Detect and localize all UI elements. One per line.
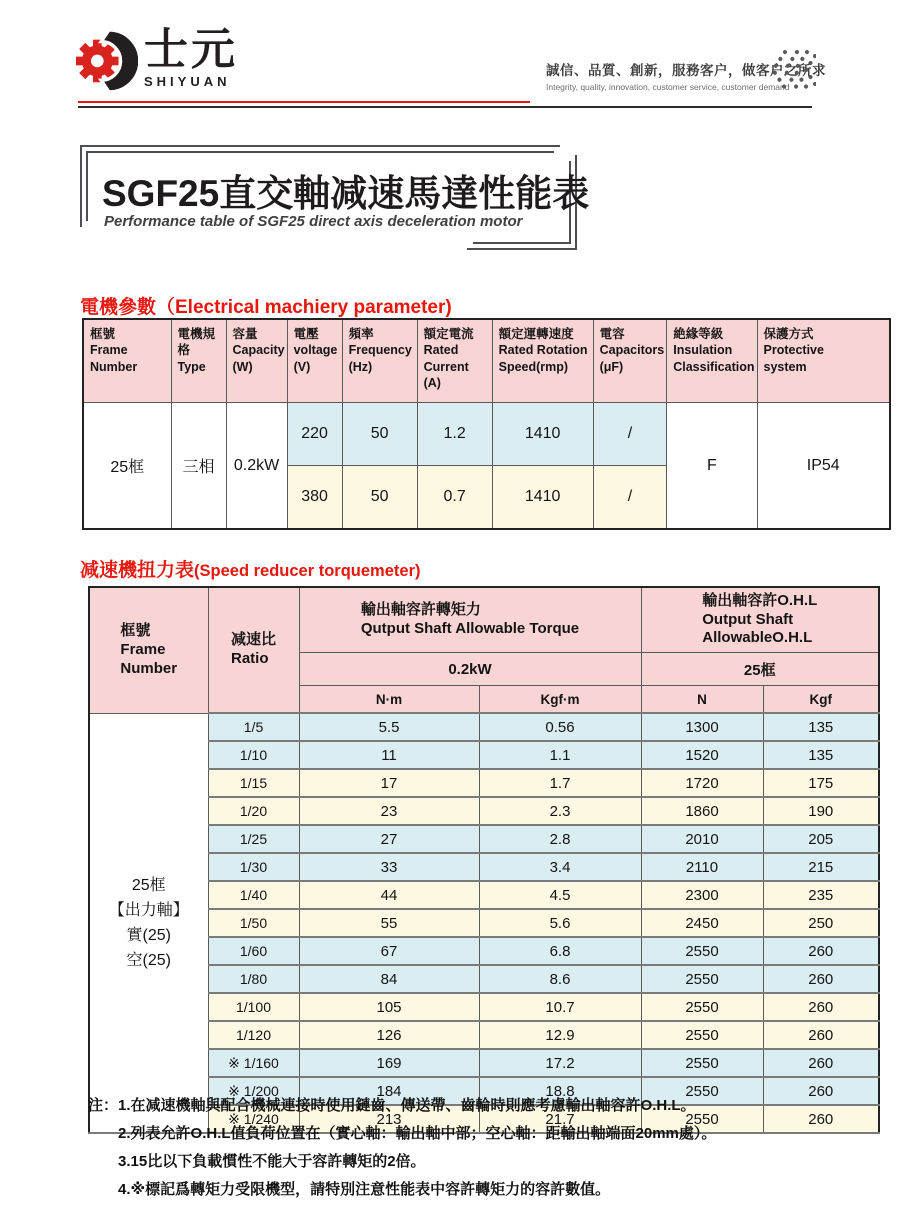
- capacitor-cell: /: [593, 403, 667, 466]
- torque-col-ratio: [208, 587, 299, 713]
- frame-number-cell: 25框: [83, 403, 171, 530]
- footnotes: [88, 1092, 882, 1204]
- col-frame-number: 框號 Frame Number: [83, 319, 171, 403]
- ohl-kgf-cell: 260: [763, 1105, 879, 1133]
- speed-cell: 1410: [492, 466, 593, 530]
- ohl-n-cell: 2550: [641, 1021, 763, 1049]
- electrical-parameter-table: [82, 318, 891, 530]
- ratio-cell: 1/80: [208, 965, 299, 993]
- capacity-cell: 0.2kW: [226, 403, 287, 530]
- torque-sub-header: 0.2kW: [299, 653, 641, 686]
- torque-col-frame: [89, 587, 208, 713]
- ohl-group-header: [641, 587, 879, 653]
- brand-logo: [76, 25, 238, 92]
- col-capacitors: 電容 Capacitors (μF): [593, 319, 667, 403]
- torque-row: [89, 909, 879, 937]
- torque-kgfm-cell: 18.8: [479, 1077, 641, 1105]
- electrical-row-220v: [83, 403, 890, 466]
- ratio-cell: 1/20: [208, 797, 299, 825]
- ohl-kgf-cell: 190: [763, 797, 879, 825]
- torque-kgfm-cell: 8.6: [479, 965, 641, 993]
- electrical-section-heading: 電機參數（Electrical machiery parameter): [80, 297, 452, 318]
- ohl-kgf-cell: 260: [763, 1021, 879, 1049]
- slogan-cn: 誠信、品質、創新，服務客户，做客户之所求: [546, 63, 826, 78]
- ohl-kgf-cell: 260: [763, 1077, 879, 1105]
- torque-row: [89, 713, 879, 741]
- torque-kgfm-cell: 0.56: [479, 713, 641, 741]
- torque-nm-cell: 5.5: [299, 713, 479, 741]
- col-rated-current: 額定電流 Rated Current (A): [417, 319, 492, 403]
- ohl-n-cell: 1860: [641, 797, 763, 825]
- torque-nm-cell: 33: [299, 853, 479, 881]
- ohl-n-cell: 1300: [641, 713, 763, 741]
- torque-group-label: 輸出軸容許轉矩力 Qutput Shaft Allowable Torque: [360, 601, 580, 637]
- torque-row: [89, 741, 879, 769]
- ohl-n-cell: 2300: [641, 881, 763, 909]
- ratio-cell: 1/40: [208, 881, 299, 909]
- ohl-n-cell: 2550: [641, 993, 763, 1021]
- ohl-n-cell: 2550: [641, 1077, 763, 1105]
- col-capacity: 容量 Capacity (W): [226, 319, 287, 403]
- torque-nm-cell: 126: [299, 1021, 479, 1049]
- electrical-header-row: [83, 319, 890, 403]
- frequency-cell: 50: [342, 466, 417, 530]
- ohl-kgf-cell: 205: [763, 825, 879, 853]
- current-cell: 0.7: [417, 466, 492, 530]
- ratio-cell: ※ 1/160: [208, 1049, 299, 1077]
- torque-heading-en: (Speed reducer torquemeter): [194, 562, 421, 580]
- unit-kgf: Kgf: [763, 686, 879, 714]
- ohl-n-cell: 2550: [641, 1105, 763, 1133]
- ohl-group-label: 輸出軸容許O.H.L Output Shaft AllowableO.H.L: [702, 591, 818, 647]
- unit-nm: N·m: [299, 686, 479, 714]
- col-protection: 保護方式 Protective system: [757, 319, 890, 403]
- ratio-cell: 1/30: [208, 853, 299, 881]
- torque-row: [89, 993, 879, 1021]
- protection-cell: IP54: [757, 403, 890, 530]
- torque-row: [89, 853, 879, 881]
- torque-kgfm-cell: 5.6: [479, 909, 641, 937]
- torque-row: [89, 1049, 879, 1077]
- gear-icon: [76, 28, 138, 92]
- header-rule-red: [78, 101, 530, 103]
- torque-row: [89, 797, 879, 825]
- torque-nm-cell: 184: [299, 1077, 479, 1105]
- torque-row: [89, 965, 879, 993]
- frequency-cell: 50: [342, 403, 417, 466]
- notes-label: 注：: [88, 1097, 119, 1114]
- speed-cell: 1410: [492, 403, 593, 466]
- torque-row: [89, 937, 879, 965]
- type-cell: 三相: [171, 403, 226, 530]
- torque-kgfm-cell: 4.5: [479, 881, 641, 909]
- current-cell: 1.2: [417, 403, 492, 466]
- ratio-cell: 1/25: [208, 825, 299, 853]
- torque-row: [89, 825, 879, 853]
- ohl-n-cell: 2550: [641, 965, 763, 993]
- torque-table-body: [89, 713, 879, 1133]
- ratio-cell: ※ 1/240: [208, 1105, 299, 1133]
- torque-kgfm-cell: 2.3: [479, 797, 641, 825]
- ohl-kgf-cell: 260: [763, 965, 879, 993]
- torque-row: [89, 881, 879, 909]
- torque-row: [89, 769, 879, 797]
- col-frequency: 頻率 Frequency (Hz): [342, 319, 417, 403]
- torque-section-heading: [80, 555, 421, 582]
- note-line: 3.15比以下負載慣性不能大于容許轉矩的2倍。: [118, 1153, 426, 1170]
- ohl-n-cell: 1520: [641, 741, 763, 769]
- torque-nm-cell: 11: [299, 741, 479, 769]
- ohl-kgf-cell: 260: [763, 993, 879, 1021]
- ohl-n-cell: 2110: [641, 853, 763, 881]
- note-line: 4.※標記爲轉矩力受限機型，請特別注意性能表中容許轉矩力的容許數值。: [118, 1181, 611, 1198]
- torque-nm-cell: 55: [299, 909, 479, 937]
- torque-nm-cell: 44: [299, 881, 479, 909]
- torque-frame-cell: 25框 【出力軸】 實(25) 空(25): [89, 713, 208, 1133]
- torque-kgfm-cell: 17.2: [479, 1049, 641, 1077]
- torque-nm-cell: 27: [299, 825, 479, 853]
- title-block: [80, 145, 590, 250]
- ratio-cell: 1/100: [208, 993, 299, 1021]
- ohl-n-cell: 2550: [641, 1049, 763, 1077]
- ohl-kgf-cell: 175: [763, 769, 879, 797]
- ratio-cell: 1/10: [208, 741, 299, 769]
- ohl-kgf-cell: 260: [763, 937, 879, 965]
- torque-kgfm-cell: 2.8: [479, 825, 641, 853]
- ratio-cell: 1/5: [208, 713, 299, 741]
- slogan-en: Integrity, quality, innovation, customer service, customer demand: [546, 82, 790, 92]
- ohl-n-cell: 2450: [641, 909, 763, 937]
- torque-row: [89, 1021, 879, 1049]
- page-title: SGF25直交軸减速馬達性能表: [102, 173, 590, 214]
- torque-nm-cell: 67: [299, 937, 479, 965]
- note-line: 2.列表允許O.H.L值負荷位置在（實心軸：輸出軸中部；空心軸：距輸出軸端面20mm處）。: [118, 1125, 717, 1142]
- torque-kgfm-cell: 3.4: [479, 853, 641, 881]
- col-voltage: 電壓 voltage (V): [287, 319, 342, 403]
- notes-lines: [118, 1092, 716, 1204]
- voltage-cell: 220: [287, 403, 342, 466]
- unit-kgfm: Kgf·m: [479, 686, 641, 714]
- col-insulation: 絶緣等級 Insulation Classification: [667, 319, 757, 403]
- ohl-kgf-cell: 260: [763, 1049, 879, 1077]
- torque-nm-cell: 23: [299, 797, 479, 825]
- ratio-header-label: 减速比 Ratio: [230, 631, 276, 667]
- torque-kgfm-cell: 12.9: [479, 1021, 641, 1049]
- unit-n: N: [641, 686, 763, 714]
- torque-heading-cn: 减速機扭力表: [80, 560, 195, 581]
- ratio-cell: 1/60: [208, 937, 299, 965]
- ohl-kgf-cell: 135: [763, 741, 879, 769]
- brand-text: [144, 25, 238, 89]
- col-rated-speed: 額定運轉速度 Rated Rotation Speed(rmp): [492, 319, 593, 403]
- ratio-cell: 1/50: [208, 909, 299, 937]
- voltage-cell: 380: [287, 466, 342, 530]
- brand-name-en: SHIYUAN: [144, 74, 231, 89]
- ohl-n-cell: 2550: [641, 937, 763, 965]
- ohl-kgf-cell: 215: [763, 853, 879, 881]
- note-line: 1.在减速機軸與配合機械連接時使用鏈齒、傳送帶、齒輪時則應考慮輸出軸容許O.H.L。: [118, 1097, 696, 1114]
- ohl-kgf-cell: 135: [763, 713, 879, 741]
- torque-header-row-groups: [89, 587, 879, 653]
- ratio-cell: 1/15: [208, 769, 299, 797]
- brand-name-cn: 士元: [144, 25, 238, 74]
- ratio-cell: 1/120: [208, 1021, 299, 1049]
- torque-nm-cell: 17: [299, 769, 479, 797]
- torque-kgfm-cell: 10.7: [479, 993, 641, 1021]
- ohl-kgf-cell: 250: [763, 909, 879, 937]
- ohl-sub-header: 25框: [641, 653, 879, 686]
- torque-kgfm-cell: 6.8: [479, 937, 641, 965]
- ratio-cell: ※ 1/200: [208, 1077, 299, 1105]
- torque-nm-cell: 169: [299, 1049, 479, 1077]
- torque-kgfm-cell: 21.7: [479, 1105, 641, 1133]
- torque-kgfm-cell: 1.7: [479, 769, 641, 797]
- insulation-cell: F: [667, 403, 757, 530]
- torque-nm-cell: 84: [299, 965, 479, 993]
- ohl-n-cell: 1720: [641, 769, 763, 797]
- torque-group-header: [299, 587, 641, 653]
- ohl-kgf-cell: 235: [763, 881, 879, 909]
- col-type: 電機規格 Type: [171, 319, 226, 403]
- torque-table: [88, 586, 880, 1134]
- frame-header-label: 框號 Frame Number: [120, 622, 178, 677]
- torque-kgfm-cell: 1.1: [479, 741, 641, 769]
- page-subtitle: Performance table of SGF25 direct axis deceleration motor: [104, 213, 523, 230]
- torque-nm-cell: 105: [299, 993, 479, 1021]
- header-rule-black: [78, 106, 812, 108]
- torque-nm-cell: 213: [299, 1105, 479, 1133]
- capacitor-cell: /: [593, 466, 667, 530]
- chevron-dots-decoration: [770, 48, 816, 94]
- ohl-n-cell: 2010: [641, 825, 763, 853]
